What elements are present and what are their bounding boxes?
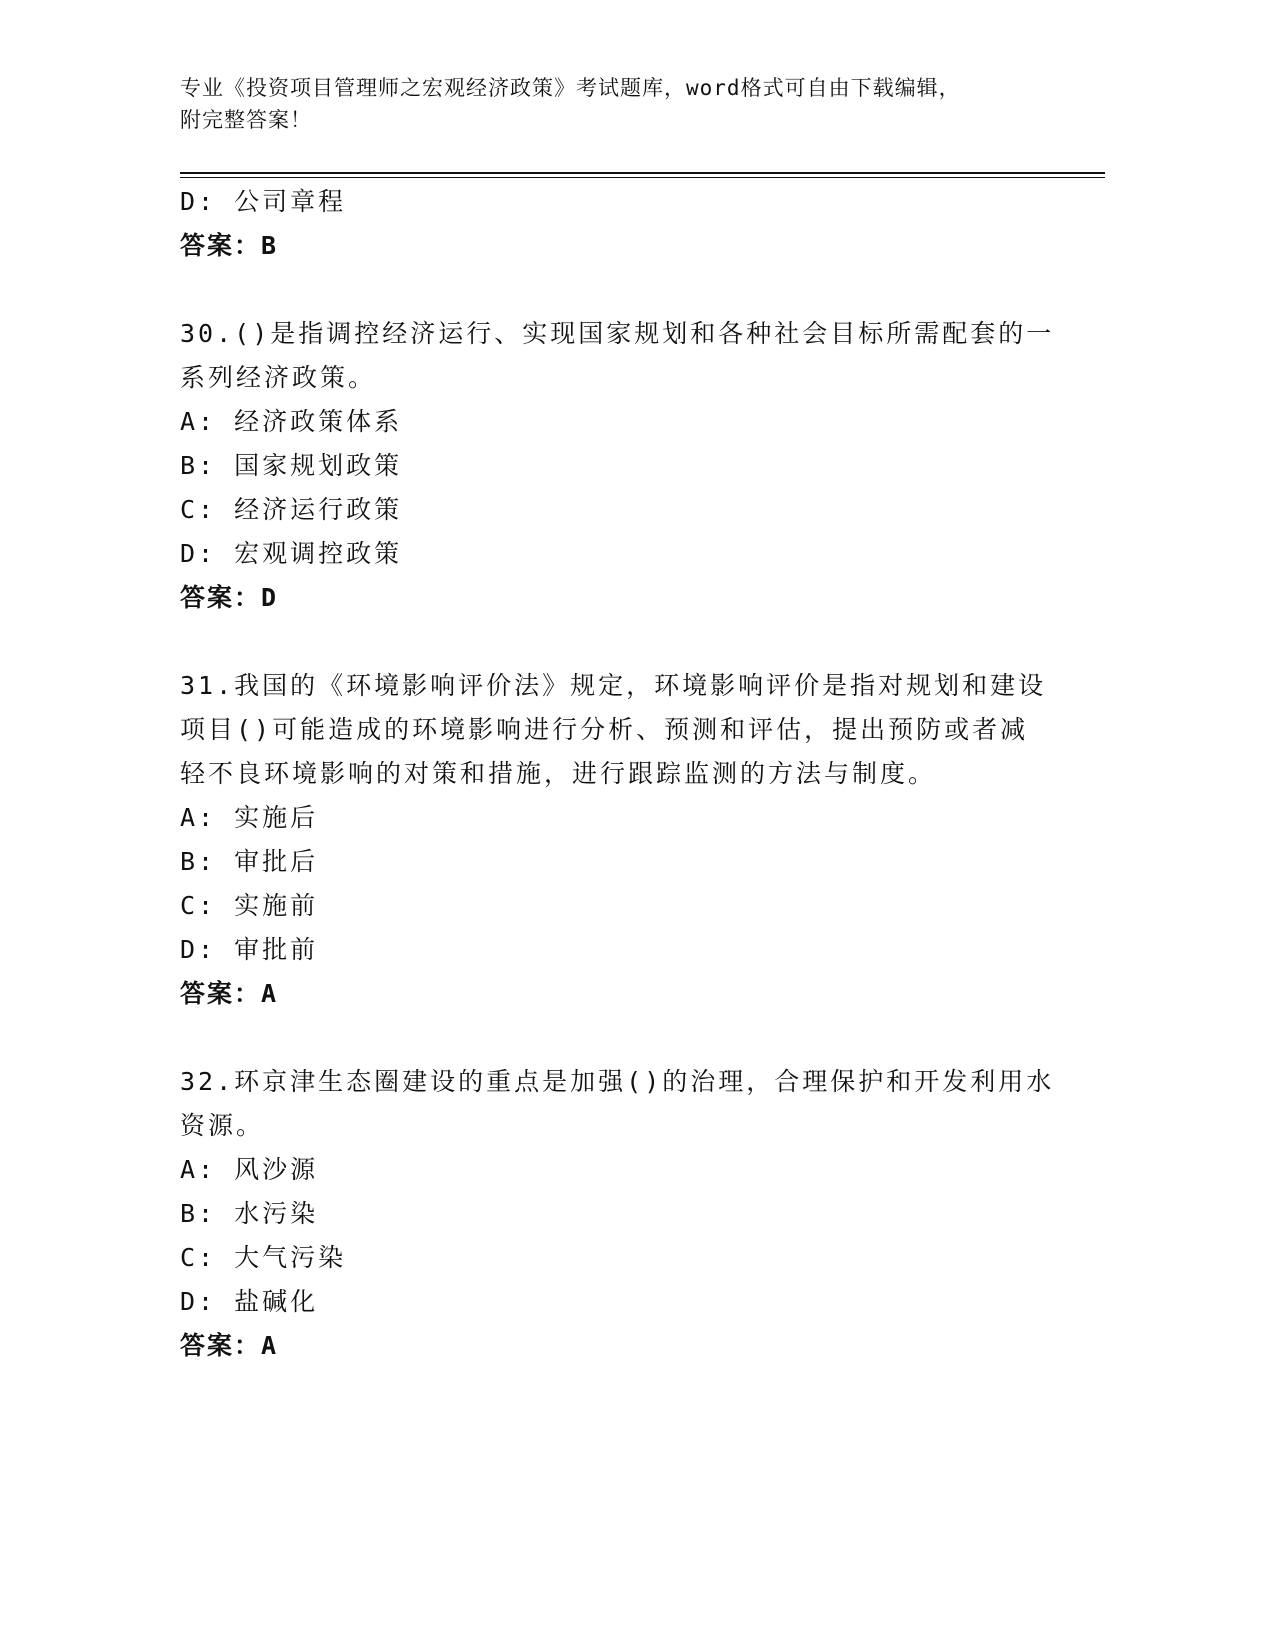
option-b: B: 国家规划政策 xyxy=(180,451,403,480)
option-c: C: 大气污染 xyxy=(180,1243,347,1272)
header-line-2: 附完整答案！ xyxy=(180,108,312,132)
answer-label: 答案：D xyxy=(180,583,279,612)
option-d: D: 审批前 xyxy=(180,935,319,964)
option-a: A: 经济政策体系 xyxy=(180,407,403,436)
option-d: D: 盐碱化 xyxy=(180,1287,319,1316)
question-stem-line: 30.()是指调控经济运行、实现国家规划和各种社会目标所需配套的一 xyxy=(180,319,1055,348)
question-block xyxy=(180,312,1055,400)
header-line-1: 专业《投资项目管理师之宏观经济政策》考试题库，word格式可自由下载编辑， xyxy=(180,76,961,100)
document-header xyxy=(180,72,1080,136)
option-a: A: 风沙源 xyxy=(180,1155,319,1184)
question-stem-line: 资源。 xyxy=(180,1111,265,1140)
question-stem-line: 轻不良环境影响的对策和措施，进行跟踪监测的方法与制度。 xyxy=(180,759,937,788)
question-stem-line: 32.环京津生态圈建设的重点是加强()的治理，合理保护和开发利用水 xyxy=(180,1067,1055,1096)
option-c: C: 经济运行政策 xyxy=(180,495,403,524)
previous-option-d: D: 公司章程 xyxy=(180,187,347,216)
header-divider-thin xyxy=(180,177,1105,178)
option-b: B: 水污染 xyxy=(180,1199,319,1228)
question-stem-line: 31.我国的《环境影响评价法》规定，环境影响评价是指对规划和建设 xyxy=(180,671,1047,700)
option-c: C: 实施前 xyxy=(180,891,319,920)
question-block xyxy=(180,664,1047,796)
answer-label: 答案：A xyxy=(180,979,279,1008)
question-block xyxy=(180,1060,1055,1148)
option-d: D: 宏观调控政策 xyxy=(180,539,403,568)
previous-answer: 答案：B xyxy=(180,231,279,260)
question-stem-line: 项目()可能造成的环境影响进行分析、预测和评估，提出预防或者减 xyxy=(180,715,1029,744)
question-content xyxy=(180,180,1055,1368)
option-b: B: 审批后 xyxy=(180,847,319,876)
option-a: A: 实施后 xyxy=(180,803,319,832)
question-stem-line: 系列经济政策。 xyxy=(180,363,377,392)
header-divider-thick xyxy=(180,172,1105,174)
answer-label: 答案：A xyxy=(180,1331,279,1360)
